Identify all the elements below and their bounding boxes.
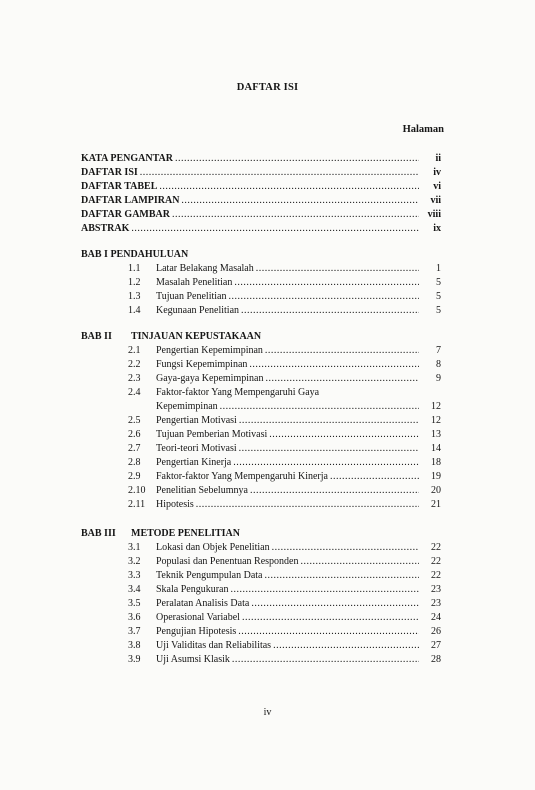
toc-entry-daftar-isi[interactable] <box>81 166 441 180</box>
toc-entry-2-8[interactable] <box>128 456 441 470</box>
toc-entry-label: KATA PENGANTAR <box>81 153 173 164</box>
toc-entry-number: 2.1 <box>128 345 141 356</box>
toc-entry-label: Pengertian Kepemimpinan <box>156 345 263 356</box>
toc-entry-label: Tujuan Penelitian <box>156 291 227 302</box>
toc-entry-label: Skala Pengukuran <box>156 584 229 595</box>
toc-entry-page: iv <box>433 167 441 178</box>
toc-entry-page: ix <box>433 223 441 234</box>
chapter-title: TINJAUAN KEPUSTAKAAN <box>131 331 262 342</box>
toc-entry-2-3[interactable] <box>128 372 441 386</box>
toc-entry-label: Kegunaan Penelitian <box>156 305 240 316</box>
toc-entry-2-6[interactable] <box>128 428 441 442</box>
toc-entry-daftar-lampiran[interactable] <box>81 194 441 208</box>
toc-entry-number: 1.4 <box>128 305 141 316</box>
toc-entry-page: 5 <box>436 305 441 316</box>
toc-entry-label: DAFTAR ISI <box>81 167 138 178</box>
toc-entry-label: Faktor-faktor Yang Mempengaruhi Gaya <box>156 387 320 398</box>
toc-entry-page: 22 <box>431 570 441 581</box>
dot-leader <box>251 597 419 611</box>
toc-entry-page: 26 <box>431 626 441 637</box>
dot-leader <box>265 372 419 386</box>
toc-entry-label: Faktor-faktor Yang Mempengaruhi Kinerja <box>156 471 328 482</box>
dot-leader <box>231 583 420 597</box>
toc-entry-number: 3.6 <box>128 612 141 623</box>
dot-leader <box>131 222 419 236</box>
toc-entry-2-1[interactable] <box>128 344 441 358</box>
toc-entry-2-2[interactable] <box>128 358 441 372</box>
toc-entry-page: 8 <box>436 359 441 370</box>
chapter-title: BAB I PENDAHULUAN <box>81 249 189 260</box>
toc-entry-page: viii <box>427 209 441 220</box>
toc-entry-page: 22 <box>431 542 441 553</box>
toc-entry-page: 12 <box>431 415 441 426</box>
toc-entry-3-7[interactable] <box>128 625 441 639</box>
toc-entry-number: 3.7 <box>128 626 141 637</box>
page-number: iv <box>263 707 272 718</box>
toc-entry-label: DAFTAR TABEL <box>81 181 158 192</box>
toc-entry-number: 2.5 <box>128 415 141 426</box>
toc-entry-3-3[interactable] <box>128 569 441 583</box>
toc-entry-label: Uji Validitas dan Reliabilitas <box>156 640 272 651</box>
toc-entry-number: 2.6 <box>128 429 141 440</box>
toc-entry-page: 14 <box>431 443 441 454</box>
toc-entry-number: 3.3 <box>128 570 141 581</box>
toc-entry-page: 19 <box>431 471 441 482</box>
toc-entry-label: Hipotesis <box>156 499 194 510</box>
dot-leader <box>272 541 419 555</box>
toc-entry-daftar-gambar[interactable] <box>81 208 441 222</box>
toc-entry-page: 1 <box>436 263 441 274</box>
chapter-number: BAB III <box>81 528 116 539</box>
page-title: DAFTAR ISI <box>236 82 299 93</box>
toc-entry-2-5[interactable] <box>128 414 441 428</box>
toc-entry-page: 12 <box>431 401 441 412</box>
toc-entry-3-4[interactable] <box>128 583 441 597</box>
dot-leader <box>265 569 420 583</box>
toc-entry-2-4[interactable] <box>128 386 441 400</box>
toc-entry-1-2[interactable] <box>128 276 441 290</box>
toc-entry-abstrak[interactable] <box>81 222 441 236</box>
toc-entry-number: 2.3 <box>128 373 141 384</box>
toc-entry-3-5[interactable] <box>128 597 441 611</box>
chapter-number: BAB II <box>81 331 112 342</box>
toc-entry-label: Peralatan Analisis Data <box>156 598 250 609</box>
toc-entry-number: 3.9 <box>128 654 141 665</box>
toc-entry-daftar-tabel[interactable] <box>81 180 441 194</box>
toc-entry-label: Operasional Variabel <box>156 612 240 623</box>
toc-entry-page: 22 <box>431 556 441 567</box>
toc-entry-number: 3.1 <box>128 542 141 553</box>
dot-leader <box>181 194 419 208</box>
toc-entry-kata-pengantar[interactable] <box>81 152 441 166</box>
toc-entry-page: 23 <box>431 584 441 595</box>
halaman-label: Halaman <box>402 124 444 135</box>
dot-leader <box>196 498 419 512</box>
toc-entry-page: vi <box>433 181 441 192</box>
toc-entry-2-9[interactable] <box>128 470 441 484</box>
toc-entry-page: 23 <box>431 598 441 609</box>
toc-entry-page: 28 <box>431 654 441 665</box>
toc-entry-number: 2.2 <box>128 359 141 370</box>
dot-leader <box>172 208 419 222</box>
toc-entry-2-7[interactable] <box>128 442 441 456</box>
toc-entry-number: 2.7 <box>128 443 141 454</box>
toc-entry-1-1[interactable] <box>128 262 441 276</box>
toc-entry-number: 3.4 <box>128 584 141 595</box>
toc-entry-label: Pengertian Motivasi <box>156 415 237 426</box>
toc-entry-number: 3.5 <box>128 598 141 609</box>
chapter-title: METODE PENELITIAN <box>131 528 241 539</box>
toc-entry-label: Kepemimpinan <box>156 401 218 412</box>
dot-leader <box>228 290 419 304</box>
dot-leader <box>233 456 419 470</box>
toc-entry-label: DAFTAR LAMPIRAN <box>81 195 180 206</box>
toc-entry-number: 2.4 <box>128 387 141 398</box>
toc-entry-label: Gaya-gaya Kepemimpinan <box>156 373 264 384</box>
toc-entry-label: Teori-teori Motivasi <box>156 443 237 454</box>
toc-entry-page: 5 <box>436 277 441 288</box>
toc-entry-label: ABSTRAK <box>81 223 130 234</box>
dot-leader <box>330 470 419 484</box>
toc-entry-label: Populasi dan Penentuan Responden <box>156 556 299 567</box>
toc-entry-number: 3.2 <box>128 556 141 567</box>
toc-entry-number: 2.9 <box>128 471 141 482</box>
dot-leader <box>159 180 419 194</box>
dot-leader <box>250 484 419 498</box>
toc-entry-page: 9 <box>436 373 441 384</box>
dot-leader <box>140 166 419 180</box>
dot-leader <box>273 639 419 653</box>
toc-entry-number: 3.8 <box>128 640 141 651</box>
dot-leader <box>239 442 419 456</box>
toc-entry-page: 7 <box>436 345 441 356</box>
toc-entry-label: DAFTAR GAMBAR <box>81 209 170 220</box>
dot-leader <box>232 653 419 667</box>
toc-entry-label: Latar Belakang Masalah <box>156 263 254 274</box>
toc-entry-label: Uji Asumsi Klasik <box>156 654 230 665</box>
toc-entry-1-4[interactable] <box>128 304 441 318</box>
dot-leader <box>256 262 419 276</box>
dot-leader <box>239 414 419 428</box>
toc-entry-number: 2.11 <box>128 499 146 510</box>
toc-entry-3-1[interactable] <box>128 541 441 555</box>
toc-entry-3-6[interactable] <box>128 611 441 625</box>
toc-entry-label: Teknik Pengumpulan Data <box>156 570 263 581</box>
toc-entry-label: Lokasi dan Objek Penelitian <box>156 542 270 553</box>
toc-entry-label: Pengujian Hipotesis <box>156 626 237 637</box>
toc-entry-page: ii <box>435 153 441 164</box>
toc-entry-3-2[interactable] <box>128 555 441 569</box>
toc-entry-page: 5 <box>436 291 441 302</box>
dot-leader <box>265 344 419 358</box>
dot-leader <box>241 304 419 318</box>
dot-leader <box>242 611 419 625</box>
dot-leader <box>220 400 419 414</box>
dot-leader <box>300 555 419 569</box>
toc-entry-2-10[interactable] <box>128 484 441 498</box>
toc-entry-number: 2.8 <box>128 457 141 468</box>
toc-entry-page: 27 <box>431 640 441 651</box>
dot-leader <box>234 276 419 290</box>
dot-leader <box>238 625 419 639</box>
toc-entry-page: 13 <box>431 429 441 440</box>
toc-entry-page: vii <box>430 195 441 206</box>
dot-leader <box>269 428 419 442</box>
toc-entry-2-4-continuation[interactable] <box>156 400 441 414</box>
toc-entry-number: 1.3 <box>128 291 141 302</box>
toc-entry-1-3[interactable] <box>128 290 441 304</box>
toc-entry-2-11[interactable] <box>128 498 441 512</box>
toc-entry-3-9[interactable] <box>128 653 441 667</box>
toc-entry-number: 1.1 <box>128 263 141 274</box>
toc-entry-label: Penelitian Sebelumnya <box>156 485 248 496</box>
toc-entry-number: 1.2 <box>128 277 141 288</box>
toc-entry-3-8[interactable] <box>128 639 441 653</box>
toc-entry-page: 20 <box>431 485 441 496</box>
toc-entry-label: Tujuan Pemberian Motivasi <box>156 429 268 440</box>
toc-entry-number: 2.10 <box>128 485 146 496</box>
toc-entry-page: 24 <box>431 612 441 623</box>
dot-leader <box>249 358 419 372</box>
toc-entry-label: Fungsi Kepemimpinan <box>156 359 248 370</box>
toc-entry-page: 18 <box>431 457 441 468</box>
dot-leader <box>175 152 419 166</box>
toc-entry-label: Masalah Penelitian <box>156 277 233 288</box>
toc-entry-label: Pengertian Kinerja <box>156 457 232 468</box>
toc-entry-page: 21 <box>431 499 441 510</box>
